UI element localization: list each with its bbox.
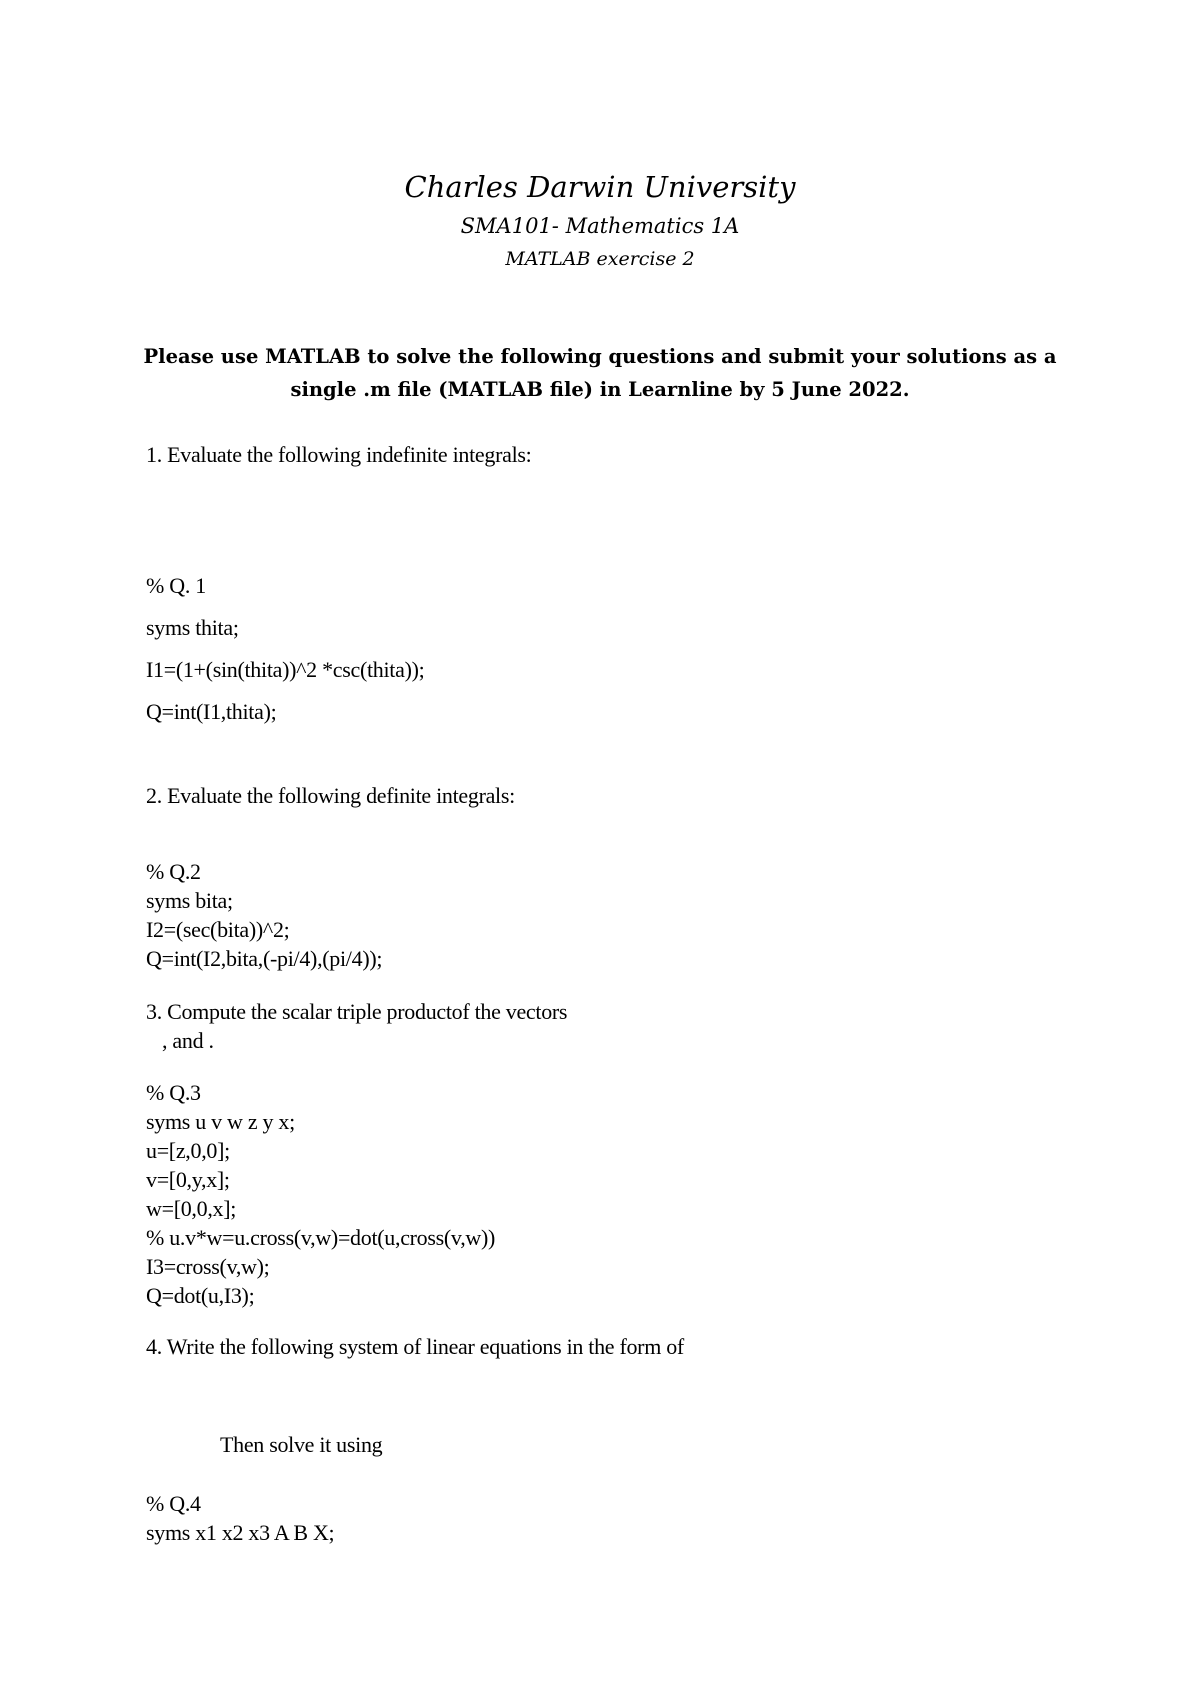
q4-code-line: syms x1 x2 x3 A B X; <box>146 1520 335 1545</box>
q3-code-line: % Q.3 <box>146 1080 201 1105</box>
q3-code-line: I3=cross(v,w); <box>146 1254 270 1279</box>
instructions-line-1: Please use MATLAB to solve the following questions and submit your solutions as a <box>143 345 1057 368</box>
exercise-title: MATLAB exercise 2 <box>505 248 695 270</box>
q3-code-line: w=[0,0,x]; <box>146 1196 237 1221</box>
q2-prompt: 2. Evaluate the following definite integrals: <box>146 783 515 808</box>
q4-code-line: % Q.4 <box>146 1491 201 1516</box>
q4-prompt: 4. Write the following system of linear equations in the form of <box>146 1334 684 1359</box>
course-title: SMA101- Mathematics 1A <box>460 214 740 238</box>
q1-code-line: I1=(1+(sin(thita))^2 *csc(thita)); <box>146 657 425 682</box>
q3-code-line: Q=dot(u,I3); <box>146 1283 255 1308</box>
q3-prompt-continued: , and . <box>162 1028 214 1053</box>
q1-code-line: syms thita; <box>146 615 239 640</box>
q3-code-line: v=[0,y,x]; <box>146 1167 230 1192</box>
q1-code-line: % Q. 1 <box>146 573 206 598</box>
q2-code-line: % Q.2 <box>146 859 201 884</box>
q2-code-line: I2=(sec(bita))^2; <box>146 917 290 942</box>
q2-code-line: syms bita; <box>146 888 233 913</box>
instructions <box>0 340 1200 406</box>
q1-prompt: 1. Evaluate the following indefinite integrals: <box>146 442 532 467</box>
q3-code-line: % u.v*w=u.cross(v,w)=dot(u,cross(v,w)) <box>146 1225 496 1250</box>
q2-code-line: Q=int(I2,bita,(-pi/4),(pi/4)); <box>146 946 383 971</box>
q3-code-line: syms u v w z y x; <box>146 1109 295 1134</box>
q3-code-line: u=[z,0,0]; <box>146 1138 230 1163</box>
q3-prompt: 3. Compute the scalar triple productof the vectors <box>146 999 568 1024</box>
q1-code-line: Q=int(I1,thita); <box>146 699 277 724</box>
q4-solve-text: Then solve it using <box>220 1432 383 1457</box>
instructions-line-2: single .m file (MATLAB file) in Learnline by 5 June 2022. <box>290 378 910 401</box>
university-title: Charles Darwin University <box>404 170 796 204</box>
